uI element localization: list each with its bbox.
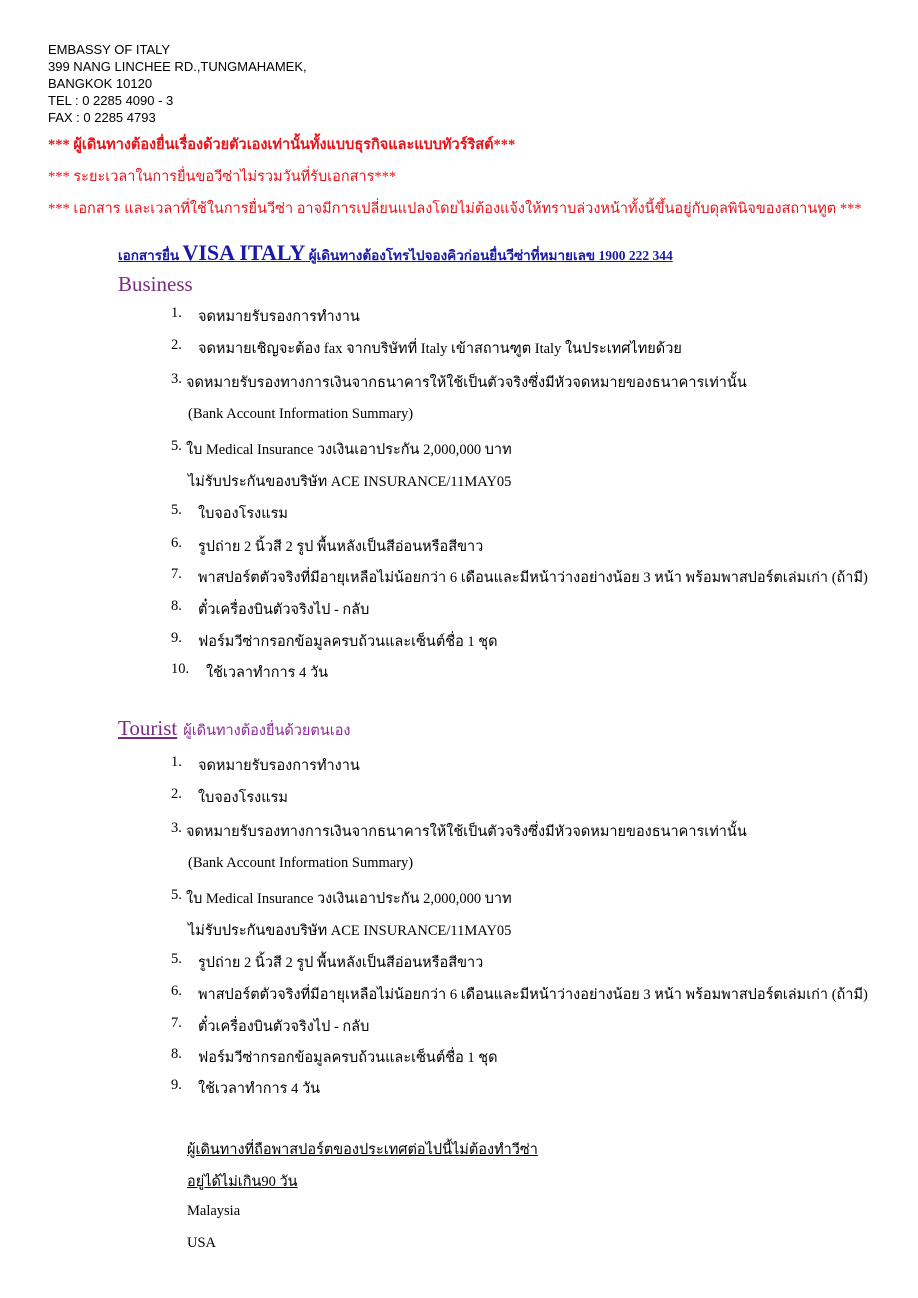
- item-text: จดหมายรับรองการทำงาน: [198, 309, 360, 325]
- item-text: (Bank Account Information Summary): [188, 855, 414, 871]
- item-number: 3.: [171, 820, 182, 836]
- item-text: จดหมายรับรองทางการเงินจากธนาคารให้ใช้เป็นตัวจริงซึ่งมีหัวจดหมายของธนาคารเท่านั้น: [186, 824, 747, 840]
- item-text: ฟอร์มวีซ่ากรอกข้อมูลครบถ้วนและเซ็นต์ชื่อ 1 ชุด: [198, 634, 498, 650]
- item-text: ไม่รับประกันของบริษัท ACE INSURANCE/11MAY05: [188, 474, 512, 490]
- item-text: ฟอร์มวีซ่ากรอกข้อมูลครบถ้วนและเซ็นต์ชื่อ 1 ชุด: [198, 1050, 498, 1066]
- item-number: 5.: [171, 951, 182, 967]
- item-number: 5.: [171, 887, 182, 903]
- item-text: จดหมายรับรองทางการเงินจากธนาคารให้ใช้เป็นตัวจริงซึ่งมีหัวจดหมายของธนาคารเท่านั้น: [186, 375, 747, 391]
- exemption-line-1: ผู้เดินทางที่ถือพาสปอร์ตของประเทศต่อไปนี้ไม่ต้องทำวีซ่า: [187, 1142, 538, 1158]
- item-text: ตั๋วเครื่องบินตัวจริงไป - กลับ: [198, 1019, 370, 1035]
- item-number: 9.: [171, 1077, 182, 1093]
- visa-line-suffix: ผู้เดินทางต้องโทรไปจองคิวก่อนยื่นวีซ่าที่หมายเลข 1900 222 344: [305, 248, 673, 263]
- item-text: ตั๋วเครื่องบินตัวจริงไป - กลับ: [198, 602, 370, 618]
- tourist-subtitle: ผู้เดินทางต้องยื่นด้วยตนเอง: [183, 723, 351, 739]
- visa-line-big: VISA ITALY: [182, 240, 306, 265]
- item-number: 6.: [171, 983, 182, 999]
- item-number: 7.: [171, 566, 182, 582]
- item-text: จดหมายเชิญจะต้อง fax จากบริษัทที่ Italy เข้าสถานฑูต Italy ในประเทศไทยด้วย: [198, 341, 682, 357]
- item-number: 5.: [171, 438, 182, 454]
- visa-line-prefix: เอกสารยื่น: [118, 248, 183, 263]
- item-number: 8.: [171, 1046, 182, 1062]
- item-text: ใช้เวลาทำการ 4 วัน: [198, 1081, 321, 1097]
- item-text: ใบจองโรงแรม: [198, 506, 288, 522]
- tourist-title: Tourist: [118, 716, 178, 740]
- warning-processing-time: *** ระยะเวลาในการยื่นขอวีซ่าไม่รวมวันที่รับเอกสาร***: [48, 169, 397, 185]
- embassy-fax: FAX : 0 2285 4793: [48, 110, 156, 125]
- item-text: ไม่รับประกันของบริษัท ACE INSURANCE/11MAY05: [188, 923, 512, 939]
- exempt-country: USA: [187, 1235, 217, 1251]
- embassy-name: EMBASSY OF ITALY: [48, 42, 171, 57]
- item-text: จดหมายรับรองการทำงาน: [198, 758, 360, 774]
- embassy-tel: TEL : 0 2285 4090 - 3: [48, 93, 174, 108]
- embassy-city: BANGKOK 10120: [48, 76, 153, 91]
- item-text: ใบ Medical Insurance วงเงินเอาประกัน 2,000,000 บาท: [186, 442, 512, 458]
- item-text: รูปถ่าย 2 นิ้วสี 2 รูป พื้นหลังเป็นสีอ่อนหรือสีขาว: [198, 539, 484, 555]
- warning-in-person: *** ผู้เดินทางต้องยื่นเรื่องด้วยตัวเองเท่านั้นทั้งแบบธุรกิจและแบบทัวร์ริสต์***: [48, 137, 516, 153]
- item-number: 1.: [171, 305, 182, 321]
- item-number: 10.: [171, 661, 190, 677]
- item-text: พาสปอร์ตตัวจริงที่มีอายุเหลือไม่น้อยกว่า 6 เดือนและมีหน้าว่างอย่างน้อย 3 หน้า พร้อมพาสปอร์ตเล่มเก่า (ถ้ามี): [198, 987, 868, 1003]
- item-text: ใบจองโรงแรม: [198, 790, 288, 806]
- tourist-heading: [118, 716, 351, 742]
- exempt-country: Malaysia: [187, 1203, 241, 1219]
- item-number: 5.: [171, 502, 182, 518]
- item-text: ใช้เวลาทำการ 4 วัน: [206, 665, 329, 681]
- item-text: ใบ Medical Insurance วงเงินเอาประกัน 2,000,000 บาท: [186, 891, 512, 907]
- embassy-address: 399 NANG LINCHEE RD.,TUNGMAHAMEK,: [48, 59, 307, 74]
- visa-italy-heading: [118, 240, 673, 266]
- item-number: 7.: [171, 1015, 182, 1031]
- item-number: 8.: [171, 598, 182, 614]
- item-number: 1.: [171, 754, 182, 770]
- item-number: 3.: [171, 371, 182, 387]
- warning-subject-to-change: *** เอกสาร และเวลาที่ใช้ในการยื่นวีซ่า อาจมีการเปลี่ยนแปลงโดยไม่ต้องแจ้งให้ทราบล่วงหน้าทั้งนี้ขึ้นอยู่กับดุลพินิจของสถานทูต ***: [48, 201, 862, 217]
- item-number: 2.: [171, 786, 182, 802]
- item-number: 9.: [171, 630, 182, 646]
- exemption-line-2: อยู่ได้ไม่เกิน90 วัน: [187, 1174, 298, 1190]
- business-title: Business: [118, 272, 193, 296]
- item-text: (Bank Account Information Summary): [188, 406, 414, 422]
- item-text: รูปถ่าย 2 นิ้วสี 2 รูป พื้นหลังเป็นสีอ่อนหรือสีขาว: [198, 955, 484, 971]
- item-number: 2.: [171, 337, 182, 353]
- item-number: 6.: [171, 535, 182, 551]
- item-text: พาสปอร์ตตัวจริงที่มีอายุเหลือไม่น้อยกว่า 6 เดือนและมีหน้าว่างอย่างน้อย 3 หน้า พร้อมพาสปอร์ตเล่มเก่า (ถ้ามี): [198, 570, 868, 586]
